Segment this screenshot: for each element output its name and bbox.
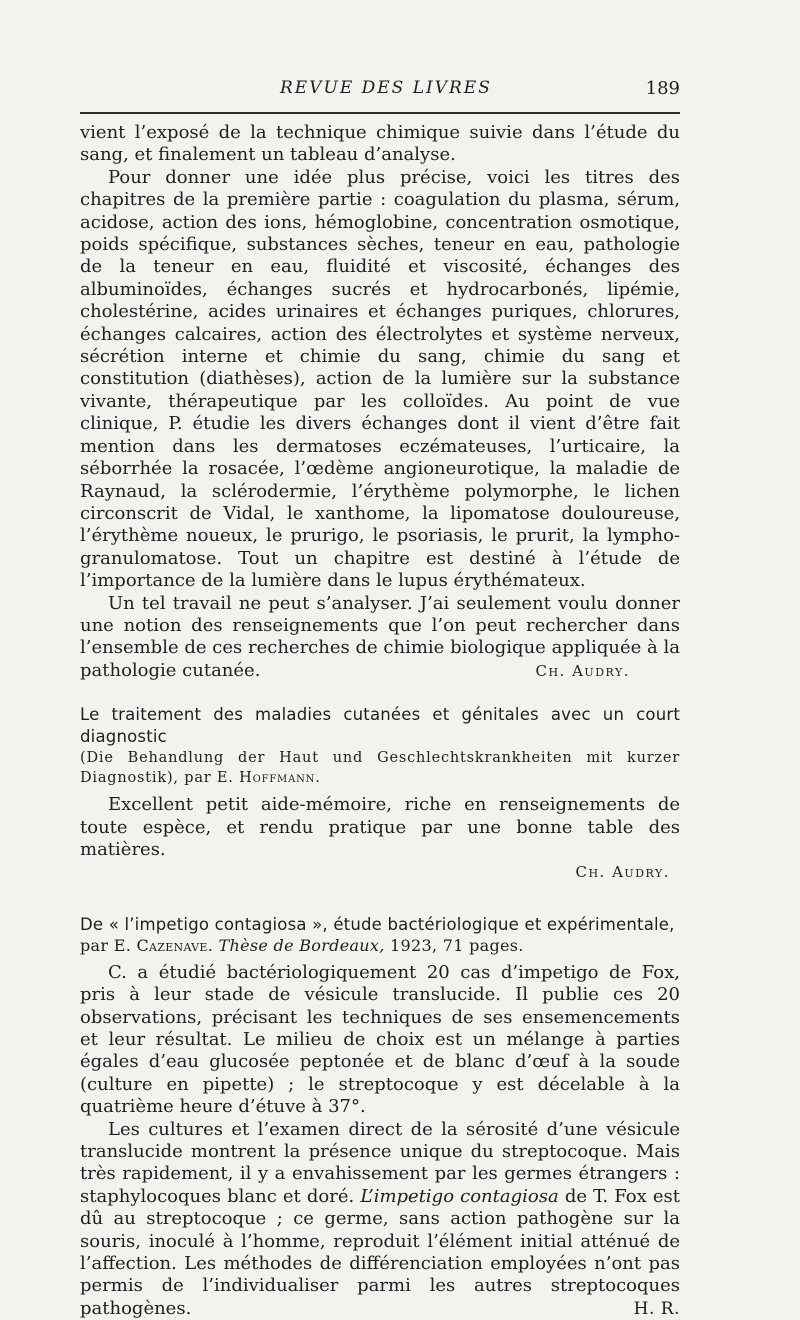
running-header: [80, 78, 680, 102]
review2-author: Hoffmann.: [239, 770, 321, 787]
review3-subtitle: [80, 936, 680, 956]
review2-german-title: (Die Behandlung der Haut und Geschlechtskrankheiten mit kurzer Diagnostik),: [80, 750, 680, 787]
running-title: REVUE DES LIVRES: [280, 78, 492, 98]
review3-paragraph-2: [80, 1119, 680, 1320]
review1-paragraph-3: Un tel travail ne peut s’analyser. J’ai seulement voulu donner une notion des renseignements que l’on peut rechercher dans l’ensemble de ces recherches de chimie biologique appliquée à la pathologie cutanée.: [80, 592, 680, 681]
review2-subtitle: [80, 748, 680, 788]
review2-par: par E.: [184, 770, 234, 787]
review3-par: par E.: [80, 935, 132, 955]
page-number: 189: [645, 78, 680, 99]
review1-paragraph-1: vient l’exposé de la technique chimique suivie dans l’étude du sang, et finalement un tableau d’analyse.: [80, 122, 680, 166]
review1-signature: Ch. Audry.: [535, 661, 630, 680]
review3-author: Cazenave.: [136, 935, 214, 955]
review1-paragraph-2: Pour donner une idée plus précise, voici les titres des chapitres de la première partie : coagulation du plasma, sérum, acidose, action des ions, hémoglobine, concentration osmotique, poids spécifique, substances sèches, teneur en eau, pathologie de la teneur en eau, fluidité et viscosité, échanges des albuminoïdes, échanges sucrés et hydrocarbonés, lipémie, cholestérine, acides urinaires et échanges puriques, chlorures, échanges calcaires, action des électrolytes et système nerveux, sécrétion interne et chimie du sang, chimie du sang et constitution (diathèses), action de la lumière sur la substance vivante, thérapeutique par les colloïdes. Au point de vue clinique, P. étudie les divers échanges dont il vient d’être fait mention dans les dermatoses eczémateuses, l’urticaire, la séborrhée la rosacée, l’œdème angioneurotique, la maladie de Raynaud, la sclérodermie, l’érythème polymorphe, le lichen circonscrit de Vidal, le xanthome, la lipomatose douloureuse, l’érythème noueux, le prurigo, le psoriasis, le prurit, la lympho-granulomatose. Tout un chapitre est destiné à l’étude de l’importance de la lumière dans le lupus érythémateux.: [80, 166, 680, 592]
review3-title: De « l’impetigo contagiosa », étude bactériologique et expérimentale,: [80, 914, 675, 934]
review3-paragraph-2-italic: L’impetigo contagiosa: [360, 1185, 559, 1207]
review2-title: Le traitement des maladies cutanées et génitales avec un court diagnostic: [80, 705, 680, 747]
review3-paragraph-2-part-b: de T. Fox est dû au streptocoque ; ce germe, sans action pathogène sur la souris, inoculé à l’homme, reproduit l’élément initial atténué de l’affection. Les méthodes de différenciation employées n’ont pas permis de l’individualiser parmi les autres streptocoques pathogènes.: [80, 1185, 680, 1319]
review3-signature: H. R.: [633, 1298, 680, 1319]
review3-paragraph-1: C. a étudié bactériologiquement 20 cas d’impetigo de Fox, pris à leur stade de vésicule translucide. Il publie ces 20 observations, précisant les techniques de ses ensemencements et leur résultat. Le milieu de choix est un mélange à parties égales d’eau glucosée peptonée et de blanc d’œuf à la soude (culture en pipette) ; le streptocoque y est décelable à la quatrième heure d’étuve à 37°.: [80, 961, 680, 1118]
review3-paragraph-2-part-a: Les cultures et l’examen direct de la sérosité d’une vésicule translucide montrent la présence unique du streptocoque. Mais très rapidement, il y a envahissement par les germes étrangers : staphylocoques blanc et doré.: [80, 1118, 680, 1207]
review2-paragraph-1: Excellent petit aide-mémoire, riche en renseignements de toute espèce, et rendu pratique par une bonne table des matières.: [80, 794, 680, 860]
page-body: [80, 122, 680, 1320]
review3-details: 1923, 71 pages.: [390, 935, 524, 955]
review3-thesis: Thèse de Bordeaux,: [218, 935, 385, 955]
header-rule: [80, 112, 680, 114]
review2-signature: Ch. Audry.: [575, 863, 670, 882]
